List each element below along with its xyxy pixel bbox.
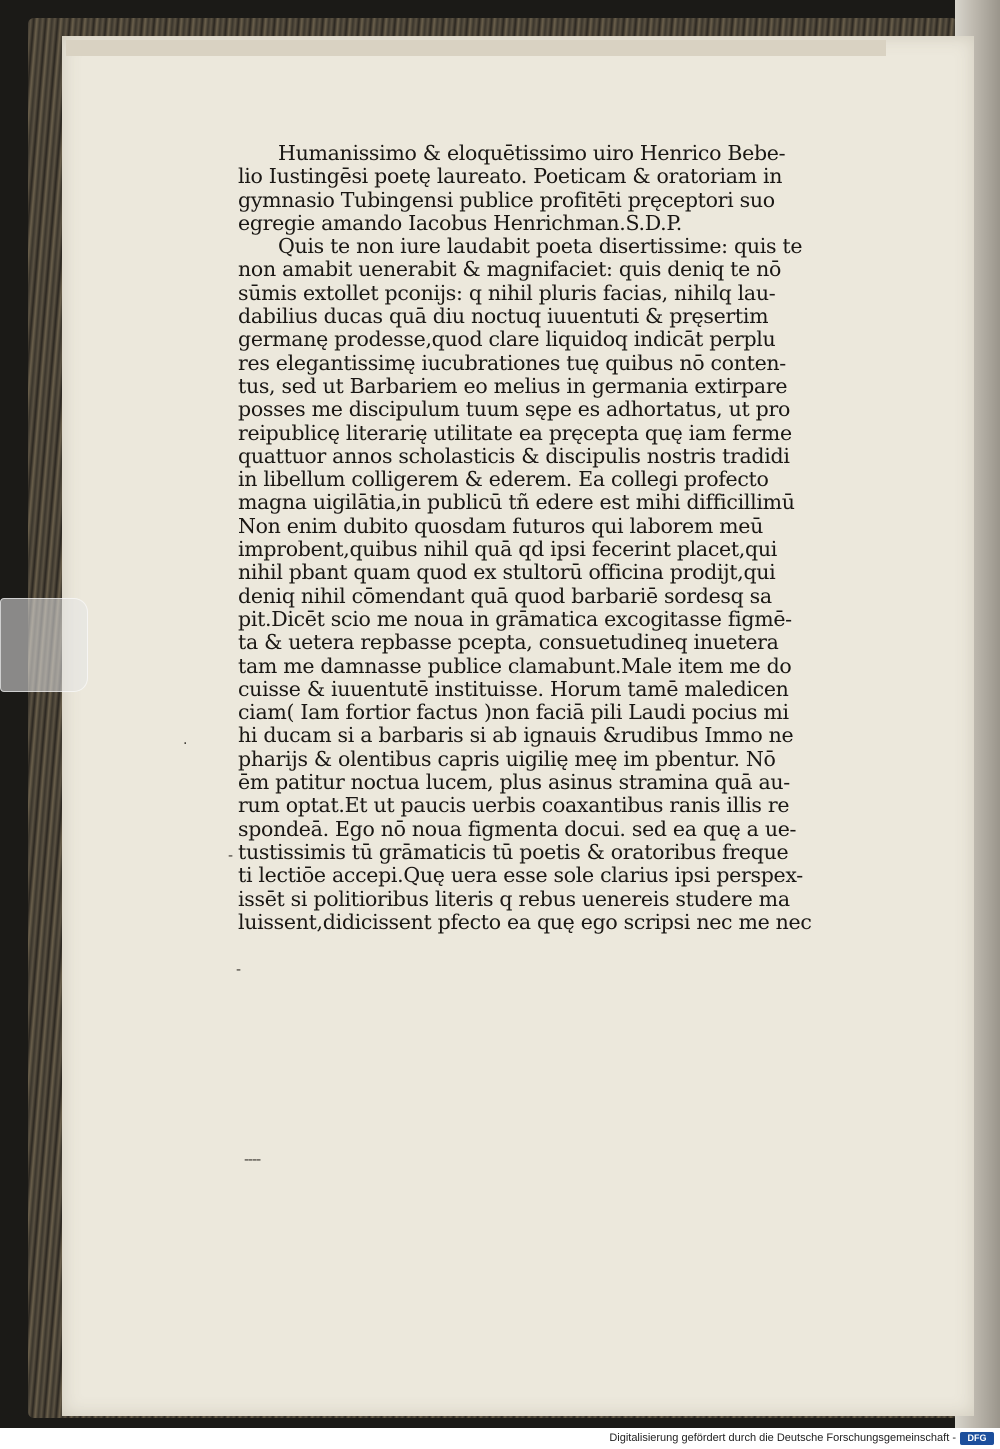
- printed-text-block: [238, 142, 884, 934]
- heading-line: gymnasio Tubingensi publice profitēti pręceptori suo: [238, 188, 775, 212]
- body-line: deniq nihil cōmendant quā quod barbariē sordesq sa: [238, 584, 772, 608]
- heading-line: egregie amando Iacobus Henrichman.S.D.P.: [238, 211, 682, 235]
- body-line: rum optat.Et ut paucis uerbis coaxantibus ranis illis re: [238, 794, 790, 818]
- margin-catchword-mark: ----: [244, 1152, 261, 1168]
- margin-dash: -: [236, 962, 242, 978]
- body-line: ciam( Iam fortior factus )non faciā pili Laudi pocius mi: [238, 701, 789, 725]
- body-line: non amabit uenerabit & magnifaciet: quis deniq te nō: [238, 258, 782, 282]
- digitization-footer: [0, 1428, 1000, 1449]
- body-line: magna uigilātia,in publicū tñ edere est mihi difficillimū: [238, 491, 795, 515]
- funding-notice: Digitalisierung gefördert durch die Deutsche Forschungsgemeinschaft -: [609, 1432, 956, 1444]
- body-line: germanę prodesse,quod clare liquidoq indicāt perplu: [238, 328, 776, 352]
- body-line: pharijs & olentibus capris uigilię meę im pbentur. Nō: [238, 747, 776, 771]
- page-clip: [0, 598, 88, 692]
- body-line: ti lectiōe accepi.Quę uera esse sole clarius ipsi perspex-: [238, 864, 803, 888]
- heading-line: lio Iustingēsi poetę laureato. Poeticam & oratoriam in: [238, 165, 783, 189]
- page-top-edge: [66, 40, 886, 56]
- body-line: dabilius ducas quā diu noctuq iuuentuti & pręsertim: [238, 305, 769, 329]
- body-line: quattuor annos scholasticis & discipulis nostris tradidi: [238, 444, 790, 468]
- body-line: Non enim dubito quosdam futuros qui laborem meū: [238, 514, 764, 538]
- body-line: ēm patitur noctua lucem, plus asinus stramina quā au-: [238, 771, 790, 795]
- body-line: tustissimis tū grāmaticis tū poetis & oratoribus freque: [238, 840, 789, 864]
- body-line: pit.Dicēt scio me noua in grāmatica excogitasse figmē-: [238, 607, 792, 631]
- body-line: issēt si politioribus literis q rebus uenereis studere ma: [238, 887, 790, 911]
- body-line: spondeā. Ego nō noua figmenta docui. sed ea quę a ue-: [238, 817, 797, 841]
- body-line: sūmis extollet pconijs: q nihil pluris facias, nihilq lau-: [238, 281, 776, 305]
- dfg-logo[interactable]: DFG: [960, 1432, 994, 1445]
- heading-line: Humanissimo & eloquētissimo uiro Henrico Bebe-: [278, 142, 786, 165]
- body-line: improbent,quibus nihil quā qd ipsi fecerint placet,qui: [238, 538, 778, 562]
- body-line: cuisse & iuuentutē instituisse. Horum tamē maledicen: [238, 677, 789, 701]
- body-line: ta & uetera repbasse pcepta, consuetudineq inuetera: [238, 631, 779, 655]
- body-line: tus, sed ut Barbariem eo melius in germania extirpare: [238, 374, 788, 398]
- body-line: reipublicę literarię utilitate ea pręcepta quę iam ferme: [238, 421, 792, 445]
- body-line: in libellum colligerem & ederem. Ea collegi profecto: [238, 468, 769, 492]
- margin-dash: -: [228, 848, 234, 864]
- body-line: hi ducam si a barbaris si ab ignauis &rudibus Immo ne: [238, 724, 794, 748]
- body-line: tam me damnasse publice clamabunt.Male item me do: [238, 654, 792, 678]
- body-line: posses me discipulum tuum sępe es adhortatus, ut pro: [238, 398, 790, 422]
- margin-dot: ·: [183, 736, 188, 752]
- body-line: res elegantissimę iucubrationes tuę quibus nō conten-: [238, 351, 786, 375]
- body-line: nihil pbant quam quod ex stultorū officina prodijt,qui: [238, 561, 776, 585]
- body-line: Quis te non iure laudabit poeta disertissime: quis te: [278, 235, 803, 259]
- body-line: luissent,didicissent pfecto ea quę ego scripsi nec me nec: [238, 910, 812, 934]
